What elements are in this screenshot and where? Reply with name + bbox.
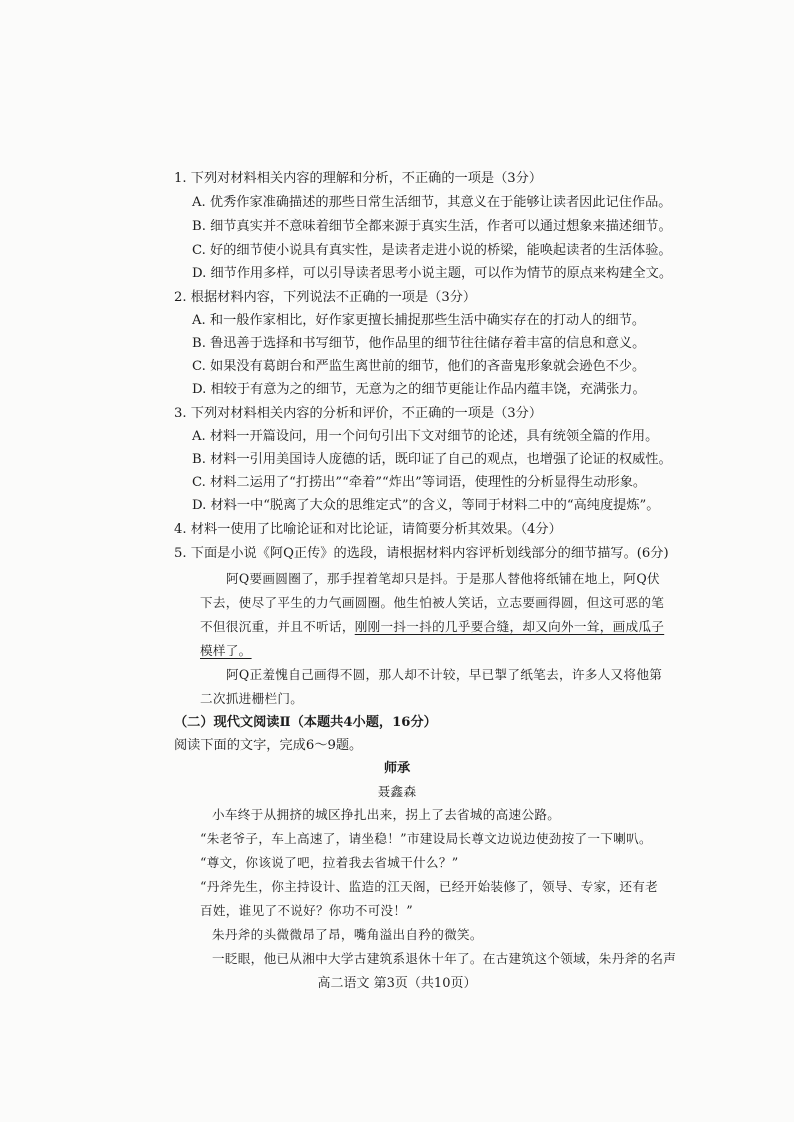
q3-stem: 3. 下列对材料相关内容的分析和评价，不正确的一项是（3分） (174, 406, 543, 421)
section-heading: （二）现代文阅读Ⅱ（本题共4小题，16分） (174, 715, 437, 730)
page-footer: 高二语文 第3页（共10页） (317, 976, 477, 991)
story-line: 朱丹斧的头微微昂了昂，嘴角溢出自矜的微笑。 (212, 927, 483, 942)
q1-option-b: B. 细节真实并不意味着细节全都来源于真实生活，作者可以通过想象来描述细节。 (192, 219, 672, 234)
q1-option-a: A. 优秀作家准确描述的那些日常生活细节，其意义在于能够让读者因此记住作品。 (192, 195, 672, 210)
story-line: 百姓，谁见了不说好？你功不可没！” (200, 903, 414, 918)
q5-underlined-detail: 刚刚一抖一抖的几乎要合缝，却又向外一耸，画成瓜子 (354, 619, 665, 634)
q3-option-a: A. 材料一开篇设问，用一个问句引出下文对细节的论述，具有统领全篇的作用。 (192, 429, 659, 444)
q4-stem: 4. 材料一使用了比喻论证和对比论证，请简要分析其效果。（4分） (174, 522, 562, 537)
q2-option-c: C. 如果没有葛朗台和严监生离世前的细节，他们的吝啬鬼形象就会逊色不少。 (192, 359, 646, 374)
story-author: 聂鑫森 (377, 784, 417, 799)
section-instruction: 阅读下面的文字，完成6～9题。 (174, 738, 363, 753)
q1-stem: 1. 下列对材料相关内容的理解和分析，不正确的一项是（3分） (174, 171, 543, 186)
story-line: “朱老爷子，车上高速了，请坐稳！”市建设局长尊文边说边使劲按了一下喇叭。 (200, 831, 652, 846)
q2-option-b: B. 鲁迅善于选择和书写细节，他作品里的细节往往储存着丰富的信息和意义。 (192, 336, 646, 351)
q5-passage-line: 二次抓进栅栏门。 (200, 691, 304, 706)
q5-passage-line: 下去，使尽了平生的力气画圆圈。他生怕被人笑话，立志要画得圆，但这可恶的笔 (200, 595, 665, 610)
q5-passage-line: 阿Q正羞愧自己画得不圆，那人却不计较，早已掣了纸笔去，许多人又将他第 (226, 667, 663, 682)
q5-underlined-detail-end: 模样了。 (200, 643, 252, 658)
q3-option-d: D. 材料一中“脱离了大众的思维定式”的含义，等同于材料二中的“高纯度提炼”。 (192, 498, 660, 513)
story-line: “丹斧先生，你主持设计、监造的江天阁，已经开始装修了，领导、专家，还有老 (200, 879, 659, 894)
story-line: 一眨眼，他已从湘中大学古建筑系退休十年了。在古建筑这个领域，朱丹斧的名声 (212, 951, 677, 966)
q2-option-d: D. 相较于有意为之的细节，无意为之的细节更能让作品内蕴丰饶，充满张力。 (192, 382, 646, 397)
story-title: 师承 (383, 761, 411, 776)
story-line: 小车终于从拥挤的城区挣扎出来，拐上了去省城的高速公路。 (212, 807, 561, 822)
q1-option-c: C. 好的细节使小说具有真实性，是读者走进小说的桥梁，能唤起读者的生活体验。 (192, 243, 672, 258)
q5-passage-text: 不但很沉重，并且不听话， (200, 619, 355, 634)
q3-option-b: B. 材料一引用美国诗人庞德的话，既印证了自己的观点，也增强了论证的权威性。 (192, 452, 672, 467)
q1-option-d: D. 细节作用多样，可以引导读者思考小说主题，可以作为情节的原点来构建全文。 (192, 266, 673, 281)
q2-stem: 2. 根据材料内容，下列说法不正确的一项是（3分） (174, 290, 477, 305)
q2-option-a: A. 和一般作家相比，好作家更擅长捕捉那些生活中确实存在的打动人的细节。 (192, 313, 646, 328)
q5-stem: 5. 下面是小说《阿Q正传》的选段，请根据材料内容评析划线部分的细节描写。(6分) (174, 546, 669, 561)
story-line: “尊文，你该说了吧，拉着我去省城干什么？” (200, 855, 459, 870)
q3-option-c: C. 材料二运用了“打捞出”“牵着”“炸出”等词语，使理性的分析显得生动形象。 (192, 475, 647, 490)
q5-passage-line: 阿Q要画圆圈了，那手捏着笔却只是抖。于是那人替他将纸铺在地上，阿Q伏 (226, 571, 660, 586)
q5-passage-line (200, 618, 664, 636)
